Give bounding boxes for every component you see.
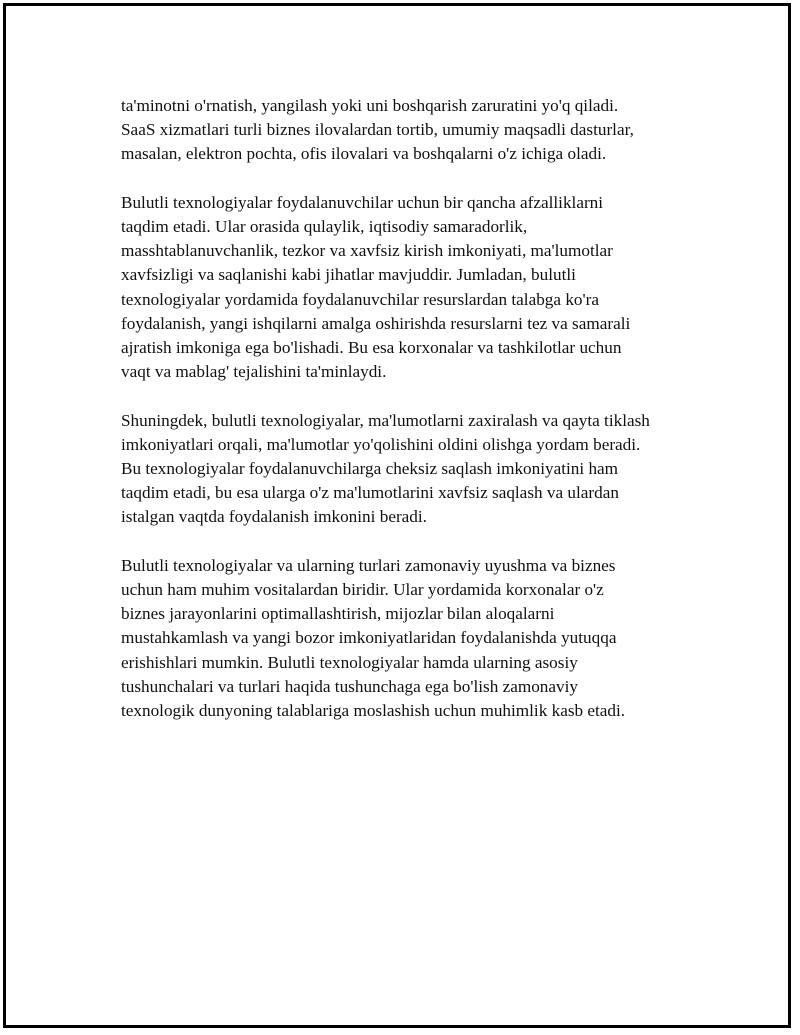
text-line: ta'minotni o'rnatish, yangilash yoki uni boshqarish zaruratini yo'q qiladi.: [121, 96, 619, 115]
text-line: vaqt va mablag' tejalishini ta'minlaydi.: [121, 362, 387, 382]
paragraph-1: [121, 94, 701, 167]
text-line: Bulutli texnologiyalar va ularning turlari zamonaviy uyushma va biznes: [121, 555, 616, 575]
text-line: erishishlari mumkin. Bulutli texnologiyalar hamda ularning asosiy: [121, 652, 578, 672]
text-line: imkoniyatlari orqali, ma'lumotlar yo'qolishini oldini olishga yordam beradi.: [121, 434, 641, 454]
text-line: texnologiyalar yordamida foydalanuvchilar resurslardan talabga ko'ra: [121, 289, 599, 309]
text-line: masalan, elektron pochta, ofis ilovalari va boshqalarni o'z ichiga oladi.: [121, 144, 607, 164]
document-page: [3, 3, 791, 1028]
text-line: ajratish imkoniga ega bo'lishadi. Bu esa korxonalar va tashkilotlar uchun: [121, 338, 622, 358]
text-line: Bulutli texnologiyalar foydalanuvchilar uchun bir qancha afzalliklarni: [121, 192, 604, 212]
text-line: xavfsizligi va saqlanishi kabi jihatlar mavjuddir. Jumladan, bulutli: [121, 265, 576, 285]
text-line: tushunchalari va turlari haqida tushunchaga ega bo'lish zamonaviy: [121, 676, 578, 696]
text-line: istalgan vaqtda foydalanish imkonini beradi.: [121, 507, 427, 527]
paragraph-2: [121, 191, 701, 385]
text-line: uchun ham muhim vositalardan biridir. Ular yordamida korxonalar o'z: [121, 580, 604, 600]
text-line: taqdim etadi, bu esa ularga o'z ma'lumotlarini xavfsiz saqlash va ulardan: [121, 483, 619, 503]
text-line: foydalanish, yangi ishqilarni amalga oshirishda resurslarni tez va samarali: [121, 313, 631, 333]
text-line: Bu texnologiyalar foydalanuvchilarga cheksiz saqlash imkoniyatini ham: [121, 459, 619, 479]
text-line: Shuningdek, bulutli texnologiyalar, ma'lumotlarni zaxiralash va qayta tiklash: [121, 410, 650, 430]
paragraph-3: [121, 409, 701, 530]
text-line: mustahkamlash va yangi bozor imkoniyatlaridan foydalanishda yutuqqa: [121, 628, 617, 648]
text-line: biznes jarayonlarini optimallashtirish, mijozlar bilan aloqalarni: [121, 604, 555, 624]
text-line: taqdim etadi. Ular orasida qulaylik, iqtisodiy samaradorlik,: [121, 217, 528, 236]
text-line: texnologik dunyoning talablariga moslashish uchun muhimlik kasb etadi.: [121, 701, 626, 721]
text-line: SaaS xizmatlari turli biznes ilovalardan tortib, umumiy maqsadli dasturlar,: [121, 120, 634, 140]
document-body: [121, 94, 701, 747]
text-line: masshtablanuvchanlik, tezkor va xavfsiz kirish imkoniyati, ma'lumotlar: [121, 241, 613, 261]
paragraph-4: [121, 554, 701, 723]
